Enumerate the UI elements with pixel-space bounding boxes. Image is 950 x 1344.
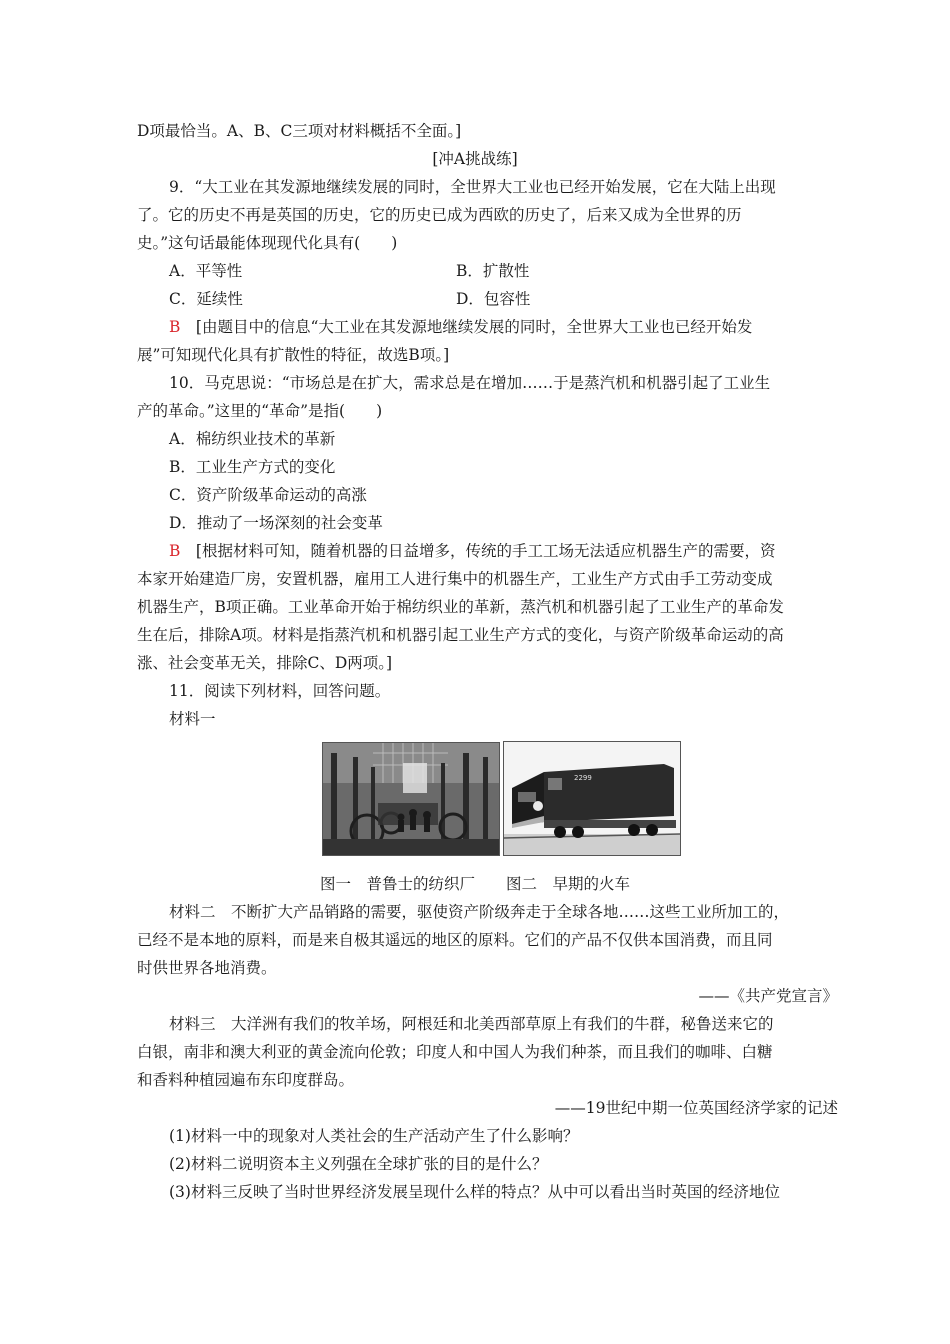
locomotive-number: 2299 xyxy=(574,774,592,782)
answer-10-line-3: 机器生产，B项正确。工业革命开始于棉纺织业的革新，蒸汽机和机器引起了工业生产的革命发 xyxy=(137,598,784,616)
question-10-option-c: C．资产阶级革命运动的高涨 xyxy=(169,486,367,504)
material-2-source: ——《共产党宣言》 xyxy=(698,987,838,1005)
answer-9-text: [由题目中的信息“大工业在其发源地继续发展的同时，全世界大工业也已经开始发 xyxy=(195,318,753,336)
question-10-line-2: 产的革命。”这里的“革命”是指( ) xyxy=(137,402,383,420)
material-3-line-3: 和香料种植园遍布东印度群岛。 xyxy=(137,1071,355,1089)
figure-2-early-train-image xyxy=(503,741,681,856)
answer-10-line-5: 涨、社会变革无关，排除C、D两项。] xyxy=(137,654,393,672)
section-heading: [冲A挑战练] xyxy=(432,150,518,168)
material-3-line-1: 材料三 大洋洲有我们的牧羊场，阿根廷和北美西部草原上有我们的牛群，秘鲁送来它的 xyxy=(169,1015,774,1033)
material-2-line-3: 时供世界各地消费。 xyxy=(137,959,277,977)
answer-10-line-4: 生在后，排除A项。材料是指蒸汽机和机器引起工业生产方式的变化，与资产阶级革命运动的高 xyxy=(137,626,784,644)
answer-10-line-2: 本家开始建造厂房，安置机器，雇用工人进行集中的机器生产，工业生产方式由手工劳动变成 xyxy=(137,570,773,588)
question-10-option-d: D．推动了一场深刻的社会变革 xyxy=(169,514,383,532)
answer-8-tail: D项最恰当。A、B、C三项对材料概括不全面。] xyxy=(137,122,462,140)
material-3-source: ——19世纪中期一位英国经济学家的记述 xyxy=(554,1099,838,1117)
question-11-intro: 11．阅读下列材料，回答问题。 xyxy=(169,682,391,700)
material-2-line-2: 已经不是本地的原料，而是来自极其遥远的地区的原料。它们的产品不仅供本国消费，而且同 xyxy=(137,931,773,949)
sub-question-1: (1)材料一中的现象对人类社会的生产活动产生了什么影响？ xyxy=(169,1127,579,1145)
question-10-option-a: A．棉纺织业技术的革新 xyxy=(169,430,336,448)
answer-9-line-2: 展”可知现代化具有扩散性的特征，故选B项。] xyxy=(137,346,450,364)
question-9-option-b: B．扩散性 xyxy=(456,262,530,280)
question-9-line-1: 9．“大工业在其发源地继续发展的同时，全世界大工业也已经开始发展，它在大陆上出现 xyxy=(169,178,776,196)
answer-10-text: [根据材料可知，随着机器的日益增多，传统的手工工场无法适应机器生产的需要，资 xyxy=(195,542,776,560)
material-1-label: 材料一 xyxy=(169,710,216,728)
sub-question-3: (3)材料三反映了当时世界经济发展呈现什么样的特点？从中可以看出当时英国的经济地位 xyxy=(169,1183,780,1201)
question-9-line-3: 史。”这句话最能体现现代化具有( ) xyxy=(137,234,398,252)
answer-9-letter: B xyxy=(169,318,181,336)
locomotive-illustration xyxy=(504,742,680,855)
answer-9-line-1 xyxy=(169,315,752,339)
answer-10-letter: B xyxy=(169,542,181,560)
question-9-line-2: 了。它的历史不再是英国的历史，它的历史已成为西欧的历史了，后来又成为全世界的历 xyxy=(137,206,742,224)
factory-illustration xyxy=(323,743,499,855)
material-2-line-1: 材料二 不断扩大产品销路的需要，驱使资产阶级奔走于全球各地……这些工业所加工的， xyxy=(169,903,790,921)
figure-1-textile-factory-image xyxy=(322,742,500,856)
question-10-option-b: B．工业生产方式的变化 xyxy=(169,458,336,476)
question-9-option-a: A．平等性 xyxy=(169,262,243,280)
sub-question-2: (2)材料二说明资本主义列强在全球扩张的目的是什么？ xyxy=(169,1155,548,1173)
figure-captions: 图一 普鲁士的纺织厂 图二 早期的火车 xyxy=(319,875,630,893)
question-9-option-d: D．包容性 xyxy=(456,290,531,308)
question-10-line-1: 10．马克思说：“市场总是在扩大，需求总是在增加……于是蒸汽机和机器引起了工业生 xyxy=(169,374,771,392)
question-9-option-c: C．延续性 xyxy=(169,290,243,308)
answer-10-line-1 xyxy=(169,539,775,563)
material-3-line-2: 白银，南非和澳大利亚的黄金流向伦敦；印度人和中国人为我们种茶，而且我们的咖啡、白糖 xyxy=(137,1043,773,1061)
